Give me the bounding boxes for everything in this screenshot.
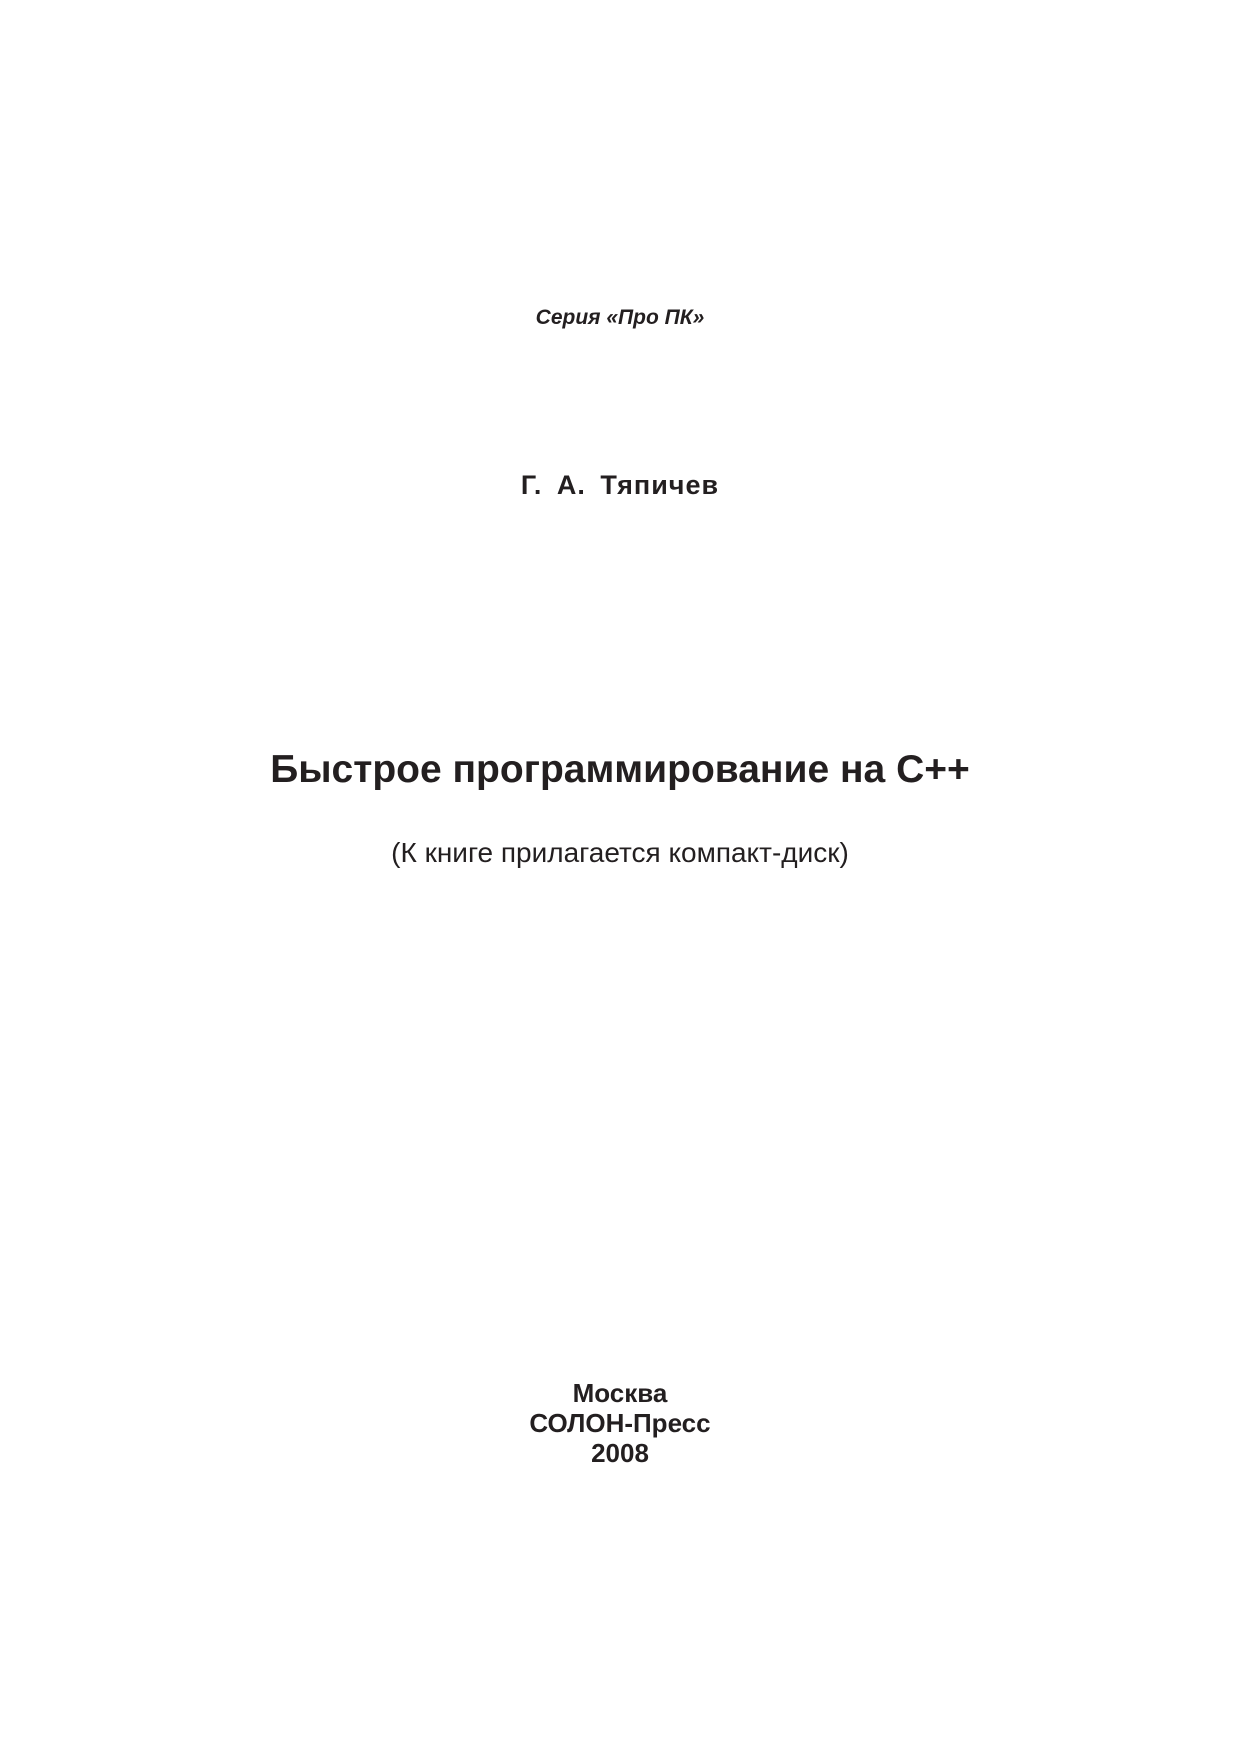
book-title: Быстрое программирование на C++ <box>270 748 970 791</box>
imprint-publisher: СОЛОН-Пресс <box>529 1408 711 1438</box>
imprint-city: Москва <box>572 1378 668 1408</box>
author-name: Г. А. Тяпичев <box>520 470 720 500</box>
imprint-block <box>0 1378 1240 1468</box>
imprint-year: 2008 <box>591 1438 649 1468</box>
series-label: Серия «Про ПК» <box>535 306 705 329</box>
book-subtitle: (К книге прилагается компакт-диск) <box>391 837 849 868</box>
